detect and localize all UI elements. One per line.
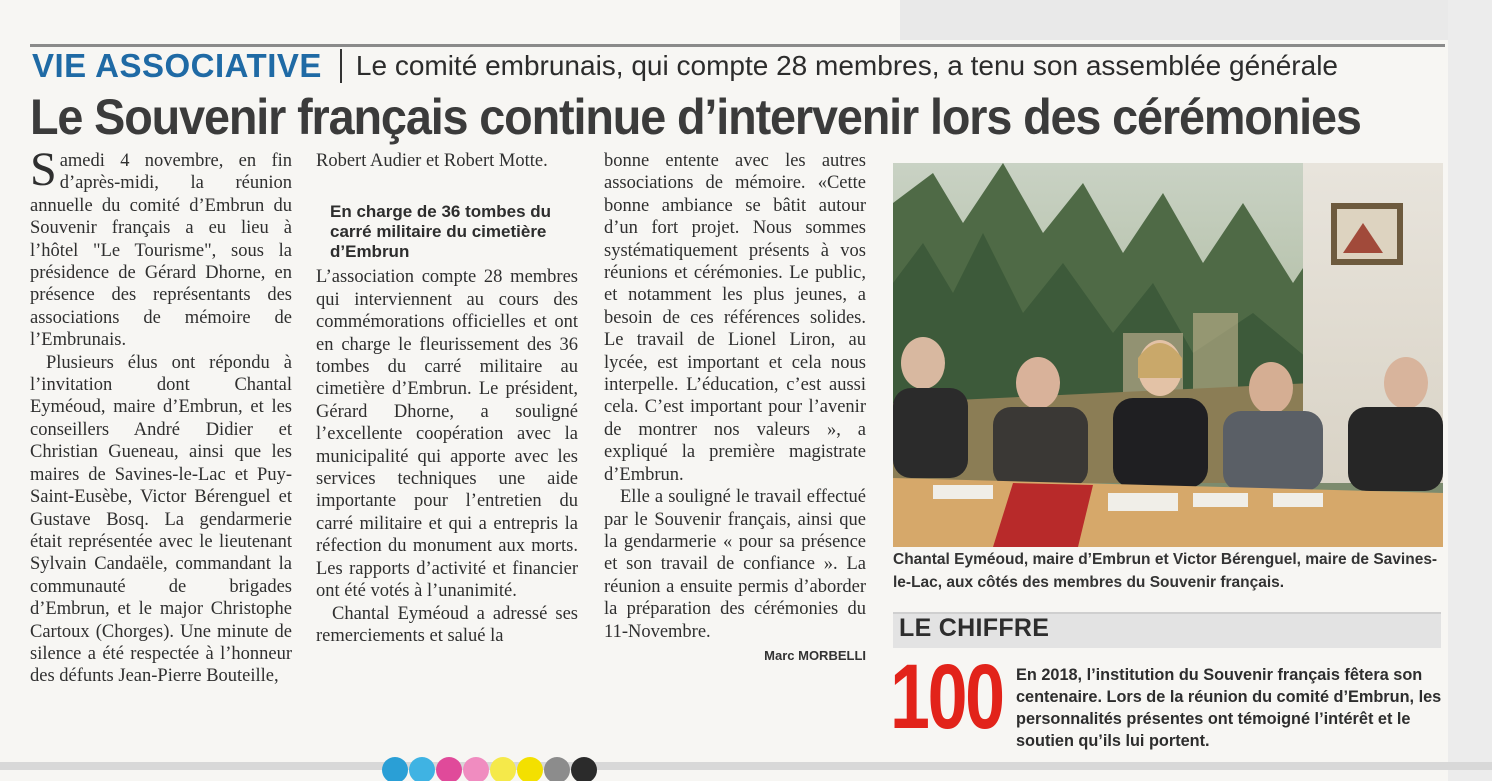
chiffre-text: En 2018, l’institution du Souvenir français fêtera son centenaire. Lors de la réunion du comité d’Embrun, les personnalités présentes ont témoigné l’intérêt et le soutien qu’ils lui portent. (1016, 666, 1442, 750)
article-column-2 (316, 150, 578, 647)
adjacent-article-bleed (900, 0, 1460, 40)
article-photo (893, 163, 1443, 547)
kicker (32, 46, 1338, 86)
paragraph: L’association compte 28 membres qui interviennent au cours des commémorations officielles et ont en charge le fleurissement des 36 tombes du carré militaire au cimetière d’Embrun. Le président, Gérard Dhorne, a souligné l’excellente coopération avec la municipalité qui apporte avec les services techniques une aide importante pour l’entretien du carré militaire et qui a entrepris la réfection du monument aux morts. Les rapports d’activité et financier ont été votés à l’unanimité. (316, 267, 578, 602)
drop-cap: S (30, 143, 57, 196)
paragraph: Robert Audier et Robert Motte. (316, 151, 548, 171)
print-swatch (490, 757, 516, 781)
chiffre-title: LE CHIFFRE (899, 614, 1050, 642)
print-swatch (571, 757, 597, 781)
deck-text: Le comité embrunais, qui compte 28 membres, a tenu son assemblée générale (355, 50, 1338, 81)
print-swatch (382, 757, 408, 781)
paragraph: Plusieurs élus ont répondu à l’invitation dont Chantal Eyméoud, maire d’Embrun, et les conseillers André Didier et Christian Gueneau, ainsi que les maires de Savines-le-Lac et Puy-Saint-Eusèbe, Victor Bérenguel et Gustave Bosq. La gendarmerie était représentée avec le lieutenant Sylvain Candaële, commandant la communauté de brigades d’Embrun, et le major Christophe Cartoux (Chorges). Une minute de silence a été respectée à l’honneur des défunts Jean-Pierre Bouteille, (30, 352, 292, 687)
section-label: VIE ASSOCIATIVE (32, 47, 322, 84)
kicker-divider (340, 49, 342, 83)
meeting-photo-illustration (893, 163, 1443, 547)
paragraph (30, 143, 292, 352)
paragraph-text: amedi 4 novembre, en fin d’après-midi, la réunion annuelle du comité d’Embrun du Souvenir français a eu lieu à l’hôtel "Le Tourisme", sous la présidence de Gérard Dhorne, en présence des représentants des associations de mémoire de l’Embrunais. (30, 151, 292, 351)
subheading: En charge de 36 tombes du carré militaire du cimetière d’Embrun (330, 202, 552, 262)
print-swatch (544, 757, 570, 781)
paragraph: Chantal Eyméoud a adressé ses remerciements et salué la (316, 603, 578, 646)
paragraph: Elle a souligné le travail effectué par le Souvenir français, ainsi que la gendarmerie « pour sa présence et son travail de confiance ». La réunion a ensuite permis d’aborder la préparation des cérémonies du 11-Novembre. (604, 487, 866, 642)
headline: Le Souvenir français continue d’intervenir lors des cérémonies (30, 89, 1361, 145)
print-swatch (409, 757, 435, 781)
chiffre-number: 100 (890, 646, 1003, 748)
paragraph: bonne entente avec les autres associations de mémoire. «Cette bonne ambiance se bâtit autour d’un fort projet. Nous sommes systématiquement présents à vos réunions et cérémonies. Le public, et notamment les plus jeunes, a besoin de ces références solides. Le travail de Lionel Liron, au lycée, est important et cela nous interpelle. L’éducation, c’est aussi cela. C’est important pour l’avenir de montrer nos valeurs », a expliqué la première magistrate d’Embrun. (604, 151, 866, 485)
print-swatch (463, 757, 489, 781)
article-column-1 (30, 143, 292, 688)
photo-caption: Chantal Eyméoud, maire d’Embrun et Victor Bérenguel, maire de Savines-le-Lac, aux côtés des membres du Souvenir français. (893, 551, 1438, 591)
bottom-rule (0, 762, 1492, 770)
print-color-swatches (382, 757, 597, 781)
page-edge (1448, 0, 1492, 781)
article-column-3 (604, 150, 866, 667)
print-swatch (436, 757, 462, 781)
print-swatch (517, 757, 543, 781)
byline: Marc MORBELLI (764, 647, 866, 663)
